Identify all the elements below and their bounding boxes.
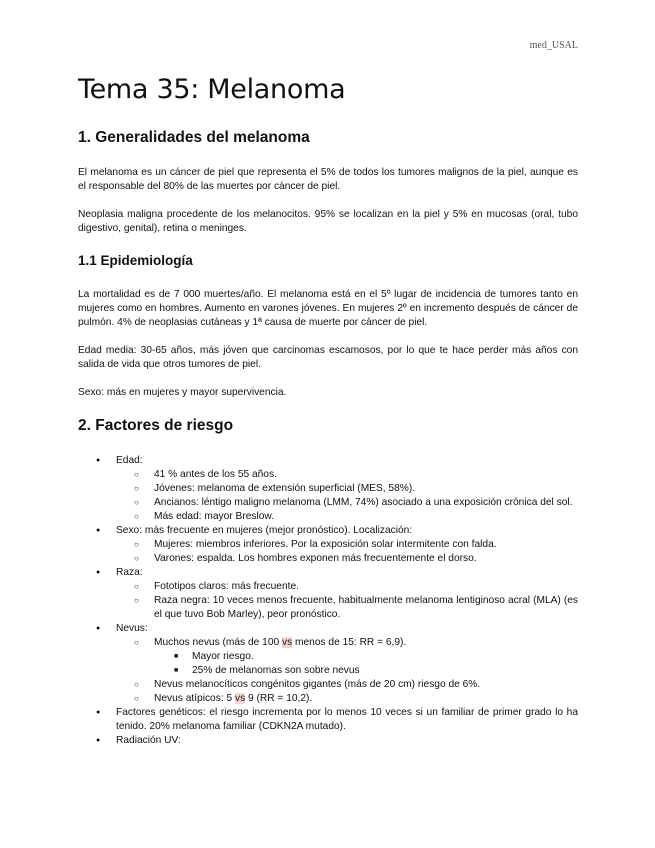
paragraph: El melanoma es un cáncer de piel que representa el 5% de todos los tumores malignos de la piel, aunque es el responsable del 80% de las muertes por cáncer de piel. — [78, 167, 578, 192]
text-run: Muchos nevus (más de 100 — [154, 637, 282, 648]
list-item: ○ 41 % antes de los 55 años. — [116, 468, 578, 482]
paragraph: La mortalidad es de 7 000 muertes/año. El melanoma está en el 5º lugar de incidencia de tumores tanto en mujeres como en hombres. Aumento en varones jóvenes. En mujeres 2º en incremento después de cáncer de pulmón. 4% de neoplasias cutáneas y 1ª causa de muerte por cáncer de piel. — [78, 289, 578, 328]
list-item-muchos-nevus — [116, 636, 578, 678]
list-item: ○ Más edad: mayor Breslow. — [116, 510, 578, 524]
risk-factor-list — [78, 454, 578, 748]
text-run: Nevus atípicos: 5 — [154, 693, 235, 704]
list-item-edad — [78, 454, 578, 524]
header-tag: med_USAL — [529, 40, 578, 51]
highlight-vs: vs — [281, 637, 293, 648]
list-item-raza — [78, 566, 578, 622]
list-item: ○ Mujeres: miembros inferiores. Por la exposición solar intermitente con falda. — [116, 538, 578, 552]
list-item-geneticos: ● Factores genéticos: el riesgo incrementa por lo menos 10 veces si un familiar de primer grado lo ha tenido. 20% melanoma familiar (CDKN2A mutado). — [78, 706, 578, 734]
list-item-sexo — [78, 524, 578, 566]
section-heading-epidemiologia: 1.1 Epidemiología — [78, 253, 193, 268]
list-item: ○ Raza negra: 10 veces menos frecuente, habitualmente melanoma lentiginoso acral (MLA) (es el que tuvo Bob Marley), peor pronóstico. — [116, 594, 578, 622]
document-body — [78, 72, 578, 748]
paragraph: Edad media: 30-65 años, más jóven que carcinomas escamosos, por lo que te hace perder más años con salida de vida que otros tumores de piel. — [78, 345, 578, 370]
list-item: ○ Varones: espalda. Los hombres exponen más frecuentemente el dorso. — [116, 552, 578, 566]
list-item-label: Raza: — [116, 567, 143, 578]
list-item-label: Nevus: — [116, 623, 148, 634]
list-item-label: Edad: — [116, 455, 143, 466]
list-item-atipicos — [116, 692, 578, 706]
paragraph: Sexo: más en mujeres y mayor supervivencia. — [78, 387, 287, 398]
list-item-nevus — [78, 622, 578, 706]
section-heading-factores: 2. Factores de riesgo — [78, 417, 234, 434]
list-item: ○ Nevus melanocíticos congénitos gigantes (más de 20 cm) riesgo de 6%. — [116, 678, 578, 692]
paragraph: Neoplasia maligna procedente de los melanocitos. 95% se localizan en la piel y 5% en mucosas (oral, tubo digestivo, genital), retina o meninges. — [78, 209, 578, 234]
text-run: menos de 15: RR = 6,9). — [292, 637, 407, 648]
list-item-radiacion: ● Radiación UV: — [78, 734, 578, 748]
list-item: ○ Ancianos: léntigo maligno melanoma (LMM, 74%) asociado a una exposición crónica del sol. — [116, 496, 578, 510]
highlight-vs: vs — [234, 693, 246, 704]
list-item: ■ 25% de melanomas son sobre nevus — [154, 664, 578, 678]
text-run: 9 (RR = 10,2). — [245, 693, 313, 704]
list-item-label: Sexo: más frecuente en mujeres (mejor pronóstico). Localización: — [116, 525, 413, 536]
list-item: ■ Mayor riesgo. — [154, 650, 578, 664]
list-item: ○ Jóvenes: melanoma de extensión superficial (MES, 58%). — [116, 482, 578, 496]
section-heading-generalidades: 1. Generalidades del melanoma — [78, 129, 310, 146]
page-title: Tema 35: Melanoma — [78, 74, 346, 105]
list-item: ○ Fototipos claros: más frecuente. — [116, 580, 578, 594]
